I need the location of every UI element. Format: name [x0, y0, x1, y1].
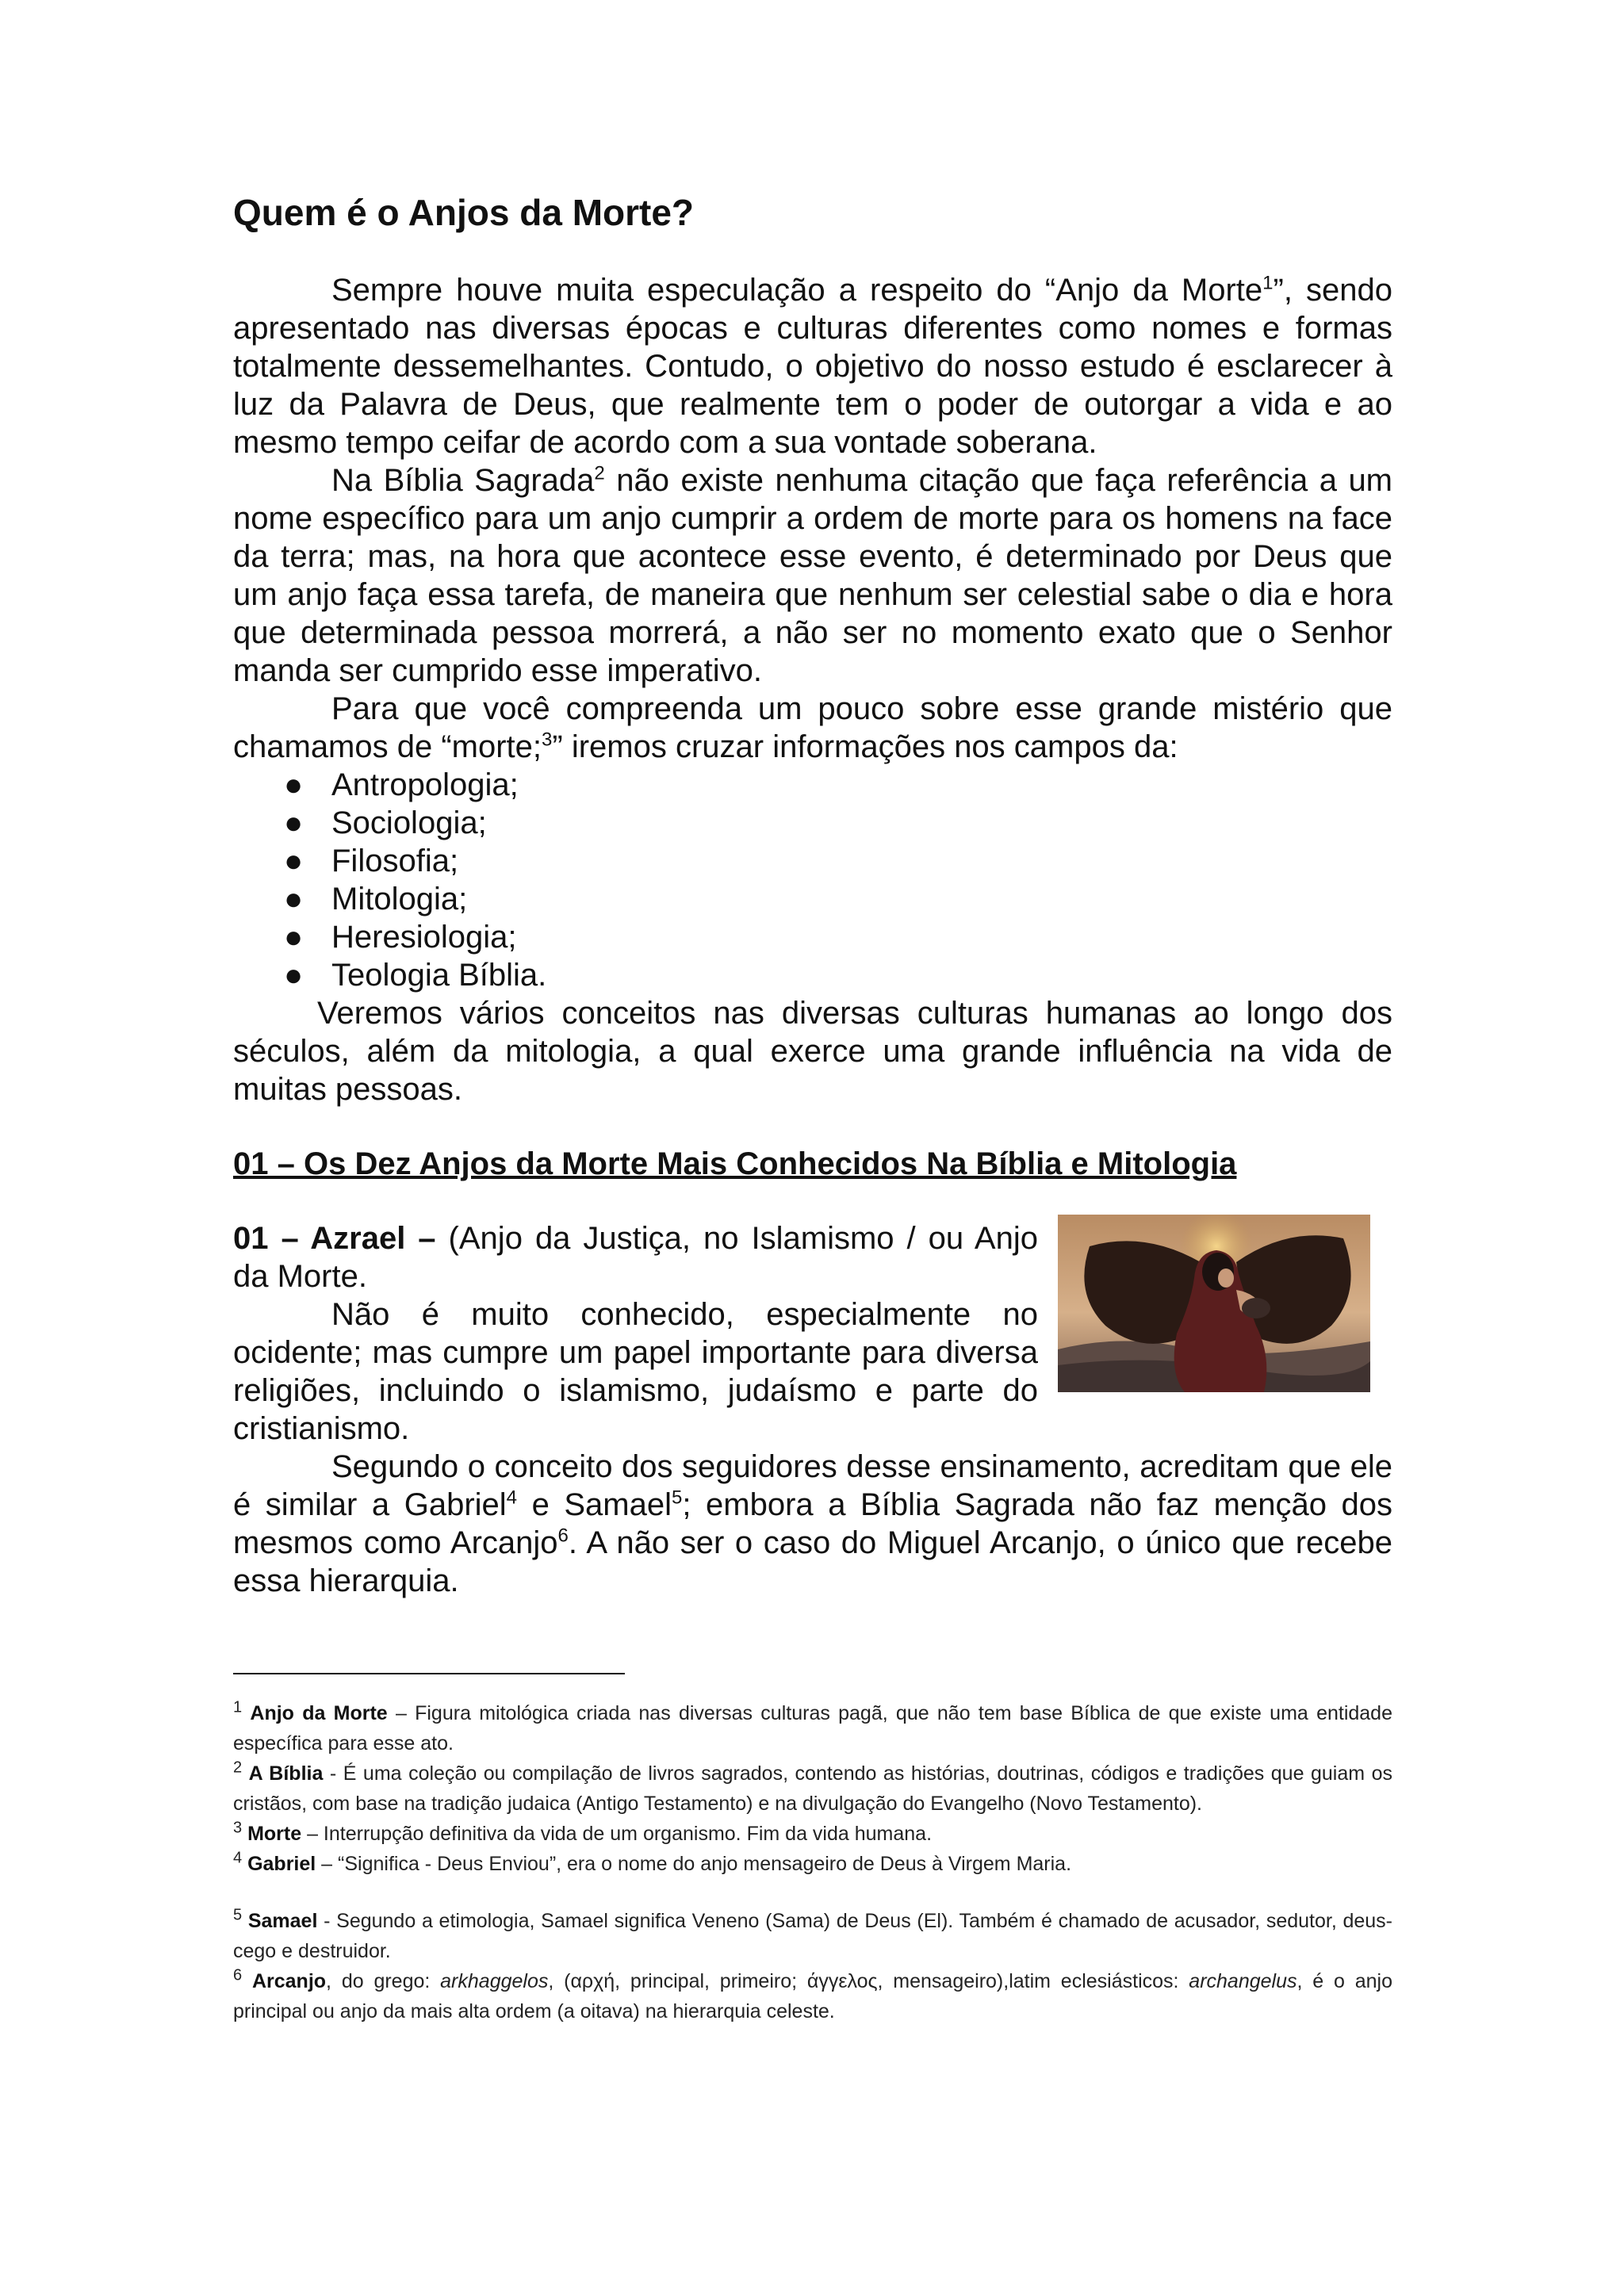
footnote-ref-5[interactable]: 5 [672, 1487, 683, 1509]
azrael-heading-line: 01 – Azrael – (Anjo da Justiça, no Islamismo / ou Anjo da Morte. [233, 1221, 1038, 1294]
list-item: ● Heresiologia; [284, 920, 517, 955]
list-item: ● Filosofia; [284, 844, 459, 878]
footnote-ref-3[interactable]: 3 [542, 729, 553, 751]
azrael-painting [1058, 1215, 1370, 1392]
list-item: ● Sociologia; [284, 806, 487, 840]
list-item: ● Teologia Bíblia. [284, 958, 547, 993]
bullet-icon: ● [284, 767, 304, 802]
angel-image-icon [1058, 1215, 1370, 1392]
footnote-ref-6[interactable]: 6 [557, 1525, 569, 1547]
main-content [233, 190, 1392, 1600]
footnote-6: $^6$ Arcanjo, do grego: arkhaggelos, (αρχή, principal, primeiro; άγγελος, mensageiro),latim eclesiásticos: archangelus, é o anjo principal ou anjo da mais alta ordem (a oitava) na hierarquia celeste. [233, 1966, 1392, 2022]
paragraph-seguidores: Segundo o conceito dos seguidores desse ensinamento, acreditam que ele é similar a Gabriel$^4$ e Samael$^5$; embora a Bíblia Sagrada não faz menção dos mesmos como Arcanjo$^6$. A não ser o caso do Miguel Arcanjo, o único que recebe essa hierarquia. [233, 1449, 1392, 1598]
footnotes [233, 1673, 1392, 2026]
paragraph-conceitos: Veremos vários conceitos nas diversas culturas humanas ao longo dos séculos, além da mitologia, a qual exerce uma grande influência na vida de muitas pessoas. [233, 996, 1392, 1107]
footnote-ref-2[interactable]: 2 [594, 462, 605, 484]
paragraph-biblia: Na Bíblia Sagrada$^2$ não existe nenhuma citação que faça referência a um nome específico para um anjo cumprir a ordem de morte para os homens na face da terra; mas, na hora que acontece esse evento, é determinado por Deus que um anjo faça essa tarefa, de maneira que nenhum ser celestial sabe o dia e hora que determinada pessoa morrerá, a não ser no momento exato que o Senhor manda ser cumprido esse imperativo. [233, 462, 1393, 688]
footnote-4: $^4$ Gabriel – “Significa - Deus Enviou”, era o nome do anjo mensageiro de Deus à Virgem Maria. [233, 1849, 1072, 1875]
footnote-5: $^5$ Samael - Segundo a etimologia, Samael significa Veneno (Sama) de Deus (El). Também é chamado de acusador, sedutor, deus-cego e destruidor. [233, 1906, 1393, 1962]
footnote-2: $^2$ A Bíblia - É uma coleção ou compilação de livros sagrados, contendo as histórias, doutrinas, códigos e tradições que guiam os cristãos, com base na tradição judaica (Antigo Testamento) e na divulgação do Evangelho (Novo Testamento). [233, 1758, 1393, 1815]
section-heading: 01 – Os Dez Anjos da Morte Mais Conhecidos Na Bíblia e Mitologia [233, 1146, 1237, 1181]
list-item: ● Mitologia; [284, 882, 468, 916]
paragraph-misterio: Para que você compreenda um pouco sobre esse grande mistério que chamamos de “morte;$^3$” iremos cruzar informações nos campos da: [233, 691, 1392, 764]
bullet-icon: ● [284, 920, 304, 955]
footnote-divider [233, 1673, 625, 1674]
footnote-ref-4[interactable]: 4 [506, 1487, 518, 1509]
paragraph-azrael: Não é muito conhecido, especialmente no ocidente; mas cumpre um papel importante para diversa religiões, incluindo o islamismo, judaísmo e parte do cristianismo. [233, 1297, 1038, 1446]
footnote-1: $^1$ Anjo da Morte – Figura mitológica criada nas diversas culturas pagã, que não tem base Bíblica de que existe uma entidade específica para esse ato. [233, 1698, 1392, 1755]
bullet-icon: ● [284, 844, 304, 878]
topics-list [233, 766, 1392, 994]
bullet-icon: ● [284, 882, 304, 916]
footnote-ref-1[interactable]: 1 [1262, 272, 1274, 294]
bullet-icon: ● [284, 958, 304, 993]
paragraph-intro: Sempre houve muita especulação a respeito do “Anjo da Morte$^1$”, sendo apresentado nas diversas épocas e culturas diferentes como nomes e formas totalmente dessemelhantes. Contudo, o objetivo do nosso estudo é esclarecer à luz da Palavra de Deus, que realmente tem o poder de outorgar a vida e ao mesmo tempo ceifar de acordo com a sua vontade soberana. [233, 272, 1392, 460]
footnote-3: $^3$ Morte – Interrupção definitiva da vida de um organismo. Fim da vida humana. [233, 1819, 933, 1845]
page-title: Quem é o Anjos da Morte? [233, 192, 695, 233]
azrael-section [233, 1219, 1392, 1600]
bullet-icon: ● [284, 806, 304, 840]
list-item: ● Antropologia; [284, 767, 519, 802]
